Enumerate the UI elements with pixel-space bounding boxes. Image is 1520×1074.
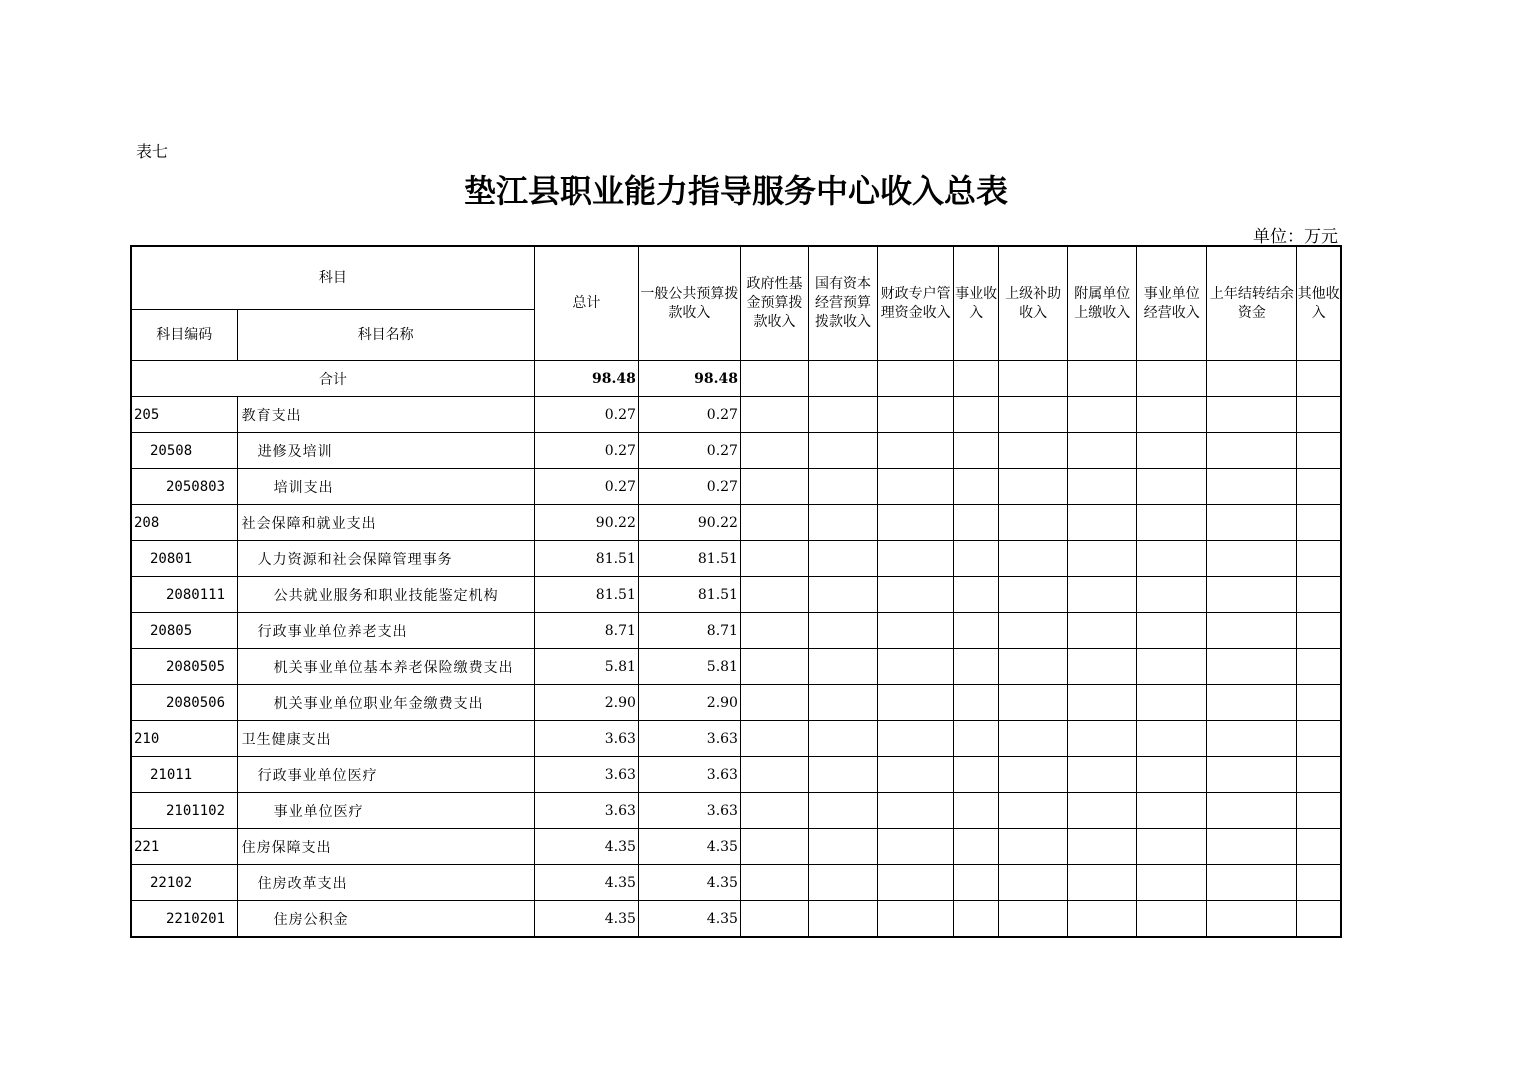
table-row xyxy=(131,541,1341,577)
row-total: 4.35 xyxy=(534,865,638,901)
row-code: 205 xyxy=(131,397,237,433)
row-general-budget: 3.63 xyxy=(638,793,740,829)
total-row xyxy=(131,361,1341,397)
row-general-budget: 90.22 xyxy=(638,505,740,541)
row-code: 221 xyxy=(131,829,237,865)
row-code: 2080506 xyxy=(131,685,237,721)
table-row xyxy=(131,757,1341,793)
header-general-budget: 一般公共预算拨款收入 xyxy=(638,246,740,361)
total-label: 合计 xyxy=(131,361,534,397)
header-business: 事业收入 xyxy=(954,246,999,361)
table-row xyxy=(131,505,1341,541)
row-general-budget: 4.35 xyxy=(638,865,740,901)
row-name: 培训支出 xyxy=(237,469,534,505)
table-row xyxy=(131,397,1341,433)
row-general-budget: 0.27 xyxy=(638,397,740,433)
row-name: 卫生健康支出 xyxy=(237,721,534,757)
row-code: 208 xyxy=(131,505,237,541)
header-operating: 事业单位经营收入 xyxy=(1137,246,1207,361)
row-total: 81.51 xyxy=(534,541,638,577)
row-general-budget: 81.51 xyxy=(638,541,740,577)
table-row xyxy=(131,433,1341,469)
header-subject: 科目 xyxy=(131,246,534,310)
table-row xyxy=(131,685,1341,721)
row-name: 社会保障和就业支出 xyxy=(237,505,534,541)
header-other: 其他收入 xyxy=(1297,246,1341,361)
row-name: 住房保障支出 xyxy=(237,829,534,865)
row-total: 0.27 xyxy=(534,433,638,469)
row-total: 0.27 xyxy=(534,469,638,505)
row-general-budget: 0.27 xyxy=(638,469,740,505)
table-row xyxy=(131,901,1341,938)
row-name: 机关事业单位职业年金缴费支出 xyxy=(237,685,534,721)
row-name: 行政事业单位养老支出 xyxy=(237,613,534,649)
page-title: 垫江县职业能力指导服务中心收入总表 xyxy=(463,172,1008,210)
row-general-budget: 4.35 xyxy=(638,829,740,865)
header-state-capital: 国有资本经营预算拨款收入 xyxy=(809,246,878,361)
row-total: 4.35 xyxy=(534,901,638,938)
header-total: 总计 xyxy=(534,246,638,361)
total-amount: 98.48 xyxy=(534,361,638,397)
header-affiliated: 附属单位上缴收入 xyxy=(1068,246,1137,361)
row-code: 22102 xyxy=(131,865,237,901)
table-row xyxy=(131,469,1341,505)
row-code: 2101102 xyxy=(131,793,237,829)
row-code: 2080111 xyxy=(131,577,237,613)
header-code: 科目编码 xyxy=(131,310,237,361)
table-row xyxy=(131,613,1341,649)
row-name: 住房公积金 xyxy=(237,901,534,938)
row-code: 210 xyxy=(131,721,237,757)
unit-label: 单位：万元 xyxy=(1253,227,1338,247)
row-name: 住房改革支出 xyxy=(237,865,534,901)
row-code: 20805 xyxy=(131,613,237,649)
row-total: 81.51 xyxy=(534,577,638,613)
row-general-budget: 2.90 xyxy=(638,685,740,721)
row-total: 3.63 xyxy=(534,757,638,793)
row-name: 人力资源和社会保障管理事务 xyxy=(237,541,534,577)
table-number: 表七 xyxy=(136,142,169,161)
row-code: 2080505 xyxy=(131,649,237,685)
table-row xyxy=(131,577,1341,613)
row-total: 2.90 xyxy=(534,685,638,721)
table-row xyxy=(131,649,1341,685)
row-total: 5.81 xyxy=(534,649,638,685)
header-gov-fund: 政府性基金预算拨款收入 xyxy=(740,246,808,361)
row-total: 4.35 xyxy=(534,829,638,865)
header-name: 科目名称 xyxy=(237,310,534,361)
header-special-fund: 财政专户管理资金收入 xyxy=(878,246,954,361)
table-row xyxy=(131,721,1341,757)
row-code: 2050803 xyxy=(131,469,237,505)
row-code: 2210201 xyxy=(131,901,237,938)
header-superior-subsidy: 上级补助收入 xyxy=(999,246,1068,361)
row-total: 90.22 xyxy=(534,505,638,541)
row-general-budget: 3.63 xyxy=(638,721,740,757)
row-name: 进修及培训 xyxy=(237,433,534,469)
row-name: 公共就业服务和职业技能鉴定机构 xyxy=(237,577,534,613)
row-total: 3.63 xyxy=(534,721,638,757)
income-summary-table xyxy=(130,245,1342,938)
row-name: 事业单位医疗 xyxy=(237,793,534,829)
total-general-budget: 98.48 xyxy=(638,361,740,397)
row-total: 8.71 xyxy=(534,613,638,649)
row-name: 教育支出 xyxy=(237,397,534,433)
row-general-budget: 5.81 xyxy=(638,649,740,685)
row-code: 21011 xyxy=(131,757,237,793)
row-general-budget: 4.35 xyxy=(638,901,740,938)
row-general-budget: 8.71 xyxy=(638,613,740,649)
table-row xyxy=(131,865,1341,901)
row-total: 3.63 xyxy=(534,793,638,829)
row-code: 20508 xyxy=(131,433,237,469)
header-carryover: 上年结转结余资金 xyxy=(1207,246,1297,361)
row-general-budget: 3.63 xyxy=(638,757,740,793)
table-row xyxy=(131,793,1341,829)
row-total: 0.27 xyxy=(534,397,638,433)
row-general-budget: 81.51 xyxy=(638,577,740,613)
table-row xyxy=(131,829,1341,865)
row-name: 行政事业单位医疗 xyxy=(237,757,534,793)
row-code: 20801 xyxy=(131,541,237,577)
row-name: 机关事业单位基本养老保险缴费支出 xyxy=(237,649,534,685)
row-general-budget: 0.27 xyxy=(638,433,740,469)
